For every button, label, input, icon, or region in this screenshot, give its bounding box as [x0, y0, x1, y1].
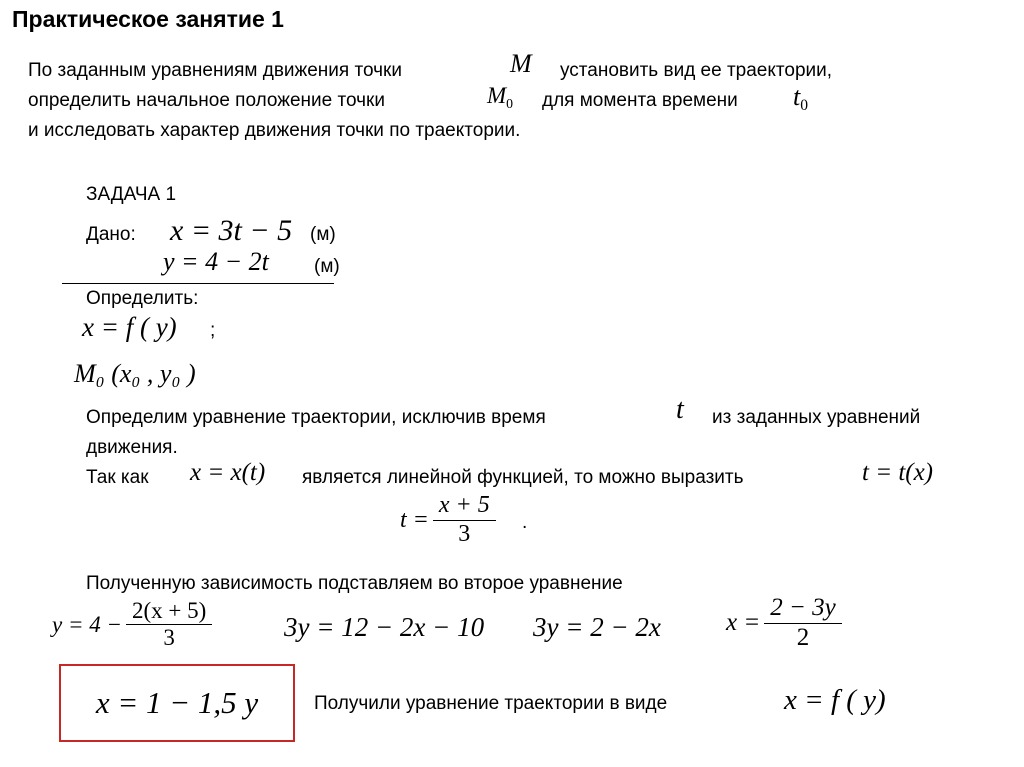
solution-time-symbol: t — [676, 394, 684, 425]
given-label: Дано: — [86, 224, 136, 245]
t-expression — [400, 492, 496, 548]
determine-label: Определить: — [86, 288, 199, 309]
equation-step-3: 3y = 2 − 2x — [533, 612, 661, 642]
solution-line-1b: из заданных уравнений — [712, 407, 921, 428]
given-unit-y: (м) — [314, 256, 340, 277]
substitution-lhs: y = 4 − — [52, 611, 122, 637]
determine-separator: ; — [210, 320, 216, 341]
equation-step-2: 3y = 12 − 2x − 10 — [284, 612, 485, 642]
solution-eq-x-of-t: x = x(t) — [190, 459, 266, 486]
solution-line-3b: является линейной функцией, то можно выразить — [302, 467, 744, 488]
equation-step-4-lhs: x = — [726, 609, 761, 637]
solution-line-2: движения. — [86, 437, 178, 458]
t-fraction-numerator: x + 5 — [433, 492, 496, 521]
t-fraction-denominator: 3 — [458, 520, 471, 547]
symbol-m0: $M_0$ — [487, 83, 514, 111]
solution-eq-t-of-x: t = t(x) — [862, 459, 934, 486]
determine-initial-position: M₀ (x₀ , y₀ ) — [74, 359, 196, 388]
intro-line-2a: определить начальное положение точки — [28, 90, 385, 111]
result-equation: x = 1 − 1,5 y — [95, 685, 259, 720]
substitution-denominator: 3 — [163, 625, 175, 651]
given-unit-x: (м) — [310, 224, 336, 245]
solution-line-1a: Определим уравнение траектории, исключив время — [86, 407, 546, 428]
substitution-numerator: 2(x + 5) — [126, 598, 212, 625]
equation-step-4-numerator: 2 − 3y — [764, 594, 841, 624]
solution-line-3a: Так как — [86, 467, 149, 488]
intro-line-3: и исследовать характер движения точки по траектории. — [28, 120, 521, 141]
substitution-fraction — [126, 598, 212, 652]
intro-line-1a: По заданным уравнениям движения точки — [28, 60, 402, 81]
t-expression-dot: . — [522, 512, 528, 533]
page-title: Практическое занятие 1 — [12, 6, 284, 32]
t-fraction — [433, 492, 496, 548]
equation-step-4-denominator: 2 — [796, 623, 810, 651]
equation-step-4-fraction — [764, 594, 841, 653]
determine-trajectory-form: x = f ( y) — [82, 312, 177, 342]
t-expression-lhs: t = — [400, 506, 429, 533]
given-divider — [62, 283, 334, 284]
result-text: Получили уравнение траектории в виде — [314, 693, 668, 714]
symbol-t0: $t_0$ — [793, 82, 809, 115]
result-form: x = f ( y) — [784, 684, 886, 716]
equation-step-4 — [726, 594, 842, 653]
intro-line-1b: установить вид ее траектории, — [560, 60, 833, 81]
intro-line-2b: для момента времени — [542, 90, 738, 111]
task-heading: ЗАДАЧА 1 — [86, 184, 177, 205]
solution-line-4: Полученную зависимость подставляем во второе уравнение — [86, 573, 623, 594]
symbol-m: M — [510, 49, 532, 78]
given-eq-y: y = 4 − 2t — [163, 247, 269, 276]
substitution-equation — [52, 598, 212, 652]
result-box — [59, 664, 295, 742]
given-eq-x: x = 3t − 5 — [170, 214, 293, 247]
